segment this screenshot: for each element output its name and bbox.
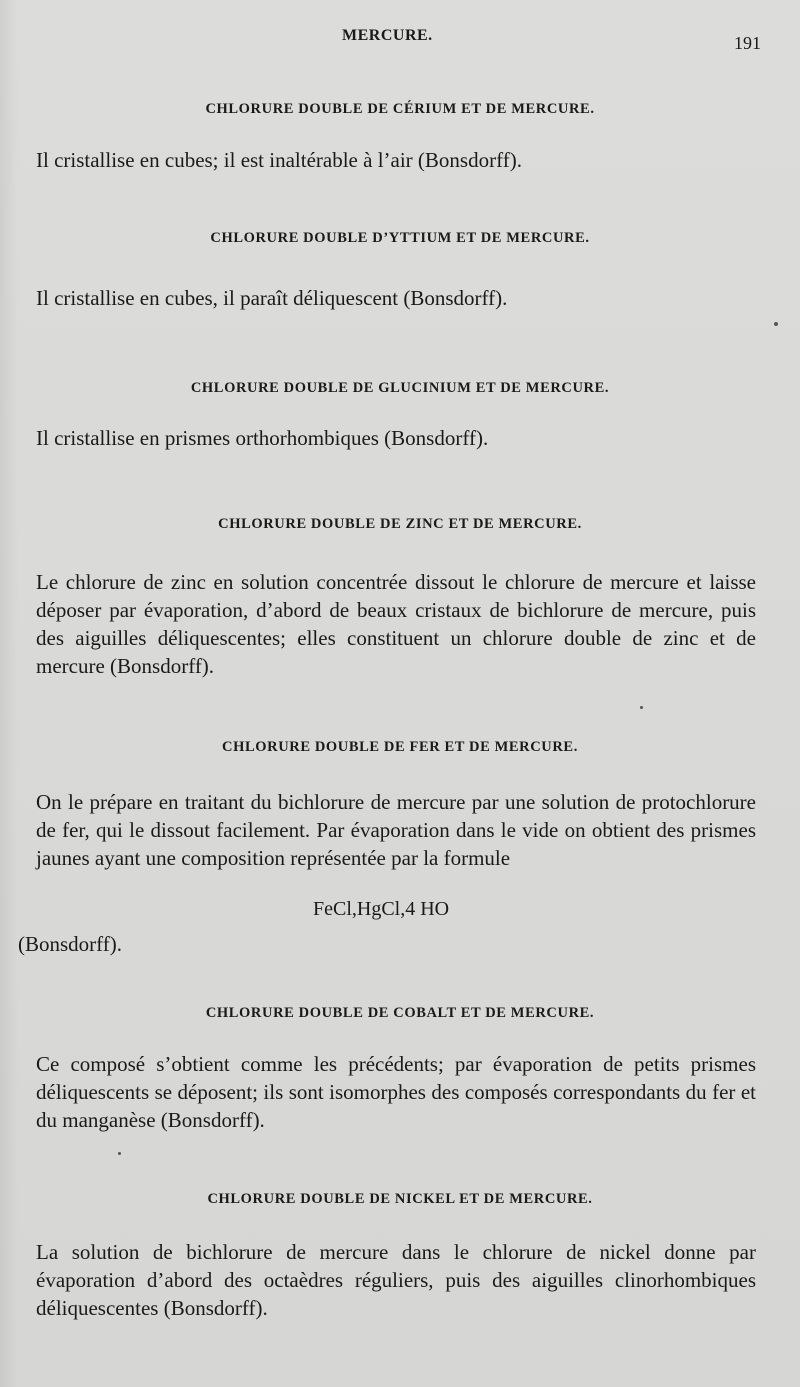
section-text-glucinium: Il cristallise en prismes orthorhombiques (Bonsdorff). — [36, 426, 489, 450]
section-text-fer: On le prépare en traitant du bichlorure de mercure par une solution de protochlorure de fer, qui le dissout facilement. Par évaporation dans le vide on obtient des prismes jaunes ayant une composition représentée par la formule — [36, 790, 756, 870]
print-speck — [774, 322, 778, 326]
running-title: MERCURE. — [342, 27, 433, 44]
section-text-zinc: Le chlorure de zinc en solution concentrée dissout le chlorure de mercure et laisse déposer par évaporation, d’abord de beaux cristaux de bichlorure de mercure, puis des aiguilles déliquescentes; elles constituent un chlorure double de zinc et de mercure (Bonsdorff). — [36, 570, 756, 678]
page-number: 191 — [734, 33, 761, 53]
print-speck — [118, 1152, 121, 1155]
section-heading-cobalt: CHLORURE DOUBLE DE COBALT ET DE MERCURE. — [205, 1005, 595, 1021]
section-text-cerium: Il cristallise en cubes; il est inaltérable à l’air (Bonsdorff). — [36, 148, 522, 172]
section-text-cobalt: Ce composé s’obtient comme les précédents; par évaporation de petits prismes déliquescents se déposent; ils sont isomorphes des composés correspondants du fer et du manganèse (Bonsdorff). — [36, 1052, 756, 1132]
section-heading-zinc: CHLORURE DOUBLE DE ZINC ET DE MERCURE. — [218, 516, 582, 532]
section-text-yttium: Il cristallise en cubes, il paraît déliquescent (Bonsdorff). — [36, 286, 508, 310]
section-heading-cerium: CHLORURE DOUBLE DE CÉRIUM ET DE MERCURE. — [205, 101, 595, 117]
section-heading-glucinium: CHLORURE DOUBLE DE GLUCINIUM ET DE MERCURE. — [190, 380, 610, 396]
section-text-fer-citation: (Bonsdorff). — [18, 932, 123, 956]
print-speck — [640, 706, 643, 709]
section-text-nickel: La solution de bichlorure de mercure dans le chlorure de nickel donne par évaporation d’abord des octaèdres réguliers, puis des aiguilles clinorhombiques déliquescentes (Bonsdorff). — [36, 1240, 756, 1320]
section-heading-yttium: CHLORURE DOUBLE D’YTTIUM ET DE MERCURE. — [210, 230, 590, 246]
running-head — [0, 27, 800, 53]
section-heading-nickel: CHLORURE DOUBLE DE NICKEL ET DE MERCURE. — [207, 1191, 593, 1207]
chemical-formula: FeCl,HgCl,4 HO — [313, 898, 450, 920]
section-heading-fer: CHLORURE DOUBLE DE FER ET DE MERCURE. — [222, 739, 578, 755]
